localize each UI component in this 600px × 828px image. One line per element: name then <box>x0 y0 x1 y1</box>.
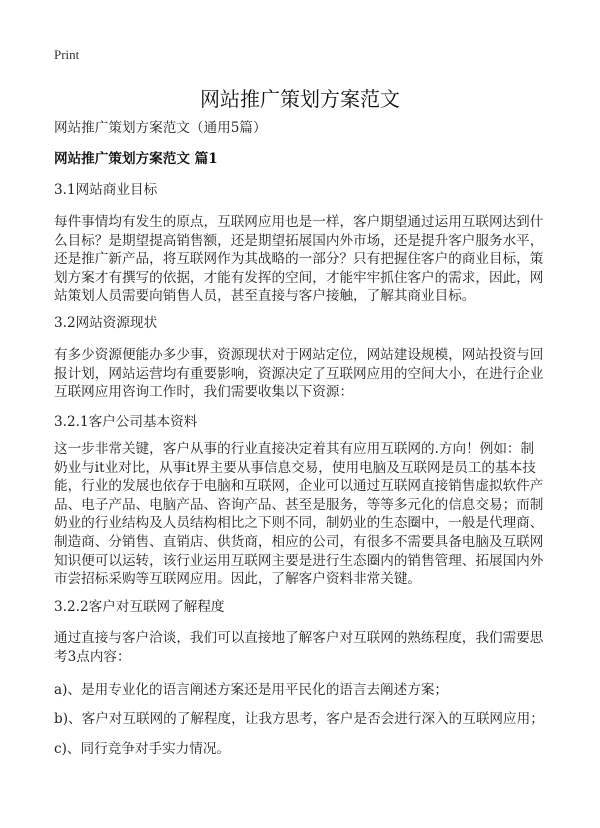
line: 制造商、分销售、直销店、供货商，相应的公司，有很多不需要具备电脑及互联网 <box>54 533 544 550</box>
document-subtitle: 网站推广策划方案范文（通用5篇） <box>54 120 267 136</box>
heading-3-2-1: 3.2.1客户公司基本资料 <box>54 414 198 430</box>
list-item-b: b)、客户对互联网的了解程度，让我方思考，客户是否会进行深入的互联网应用； <box>54 711 544 727</box>
line: 这一步非常关键，客户从事的行业直接决定着其有应用互联网的.方向！例如：制 <box>54 441 535 457</box>
paragraph-2 <box>54 346 554 402</box>
line: 么目标？是期望提高销售额，还是期望拓展国内外市场，还是提升客户服务水平， <box>54 232 544 249</box>
list-item-a: a)、是用专业化的语言阐述方案还是用平民化的语言去阐述方案； <box>54 682 449 698</box>
line: 品、电子产品、电脑产品、咨询产品、甚至是服务，等等多元化的信息交易；而制 <box>54 496 544 513</box>
line: 划方案才有撰写的依据，才能有发挥的空间，才能牢牢抓住客户的需求，因此，网 <box>54 269 544 286</box>
paragraph-3 <box>54 440 554 589</box>
line: 知识便可以运转，该行业运用互联网主要是进行生态圈内的销售管理、拓展国内外 <box>54 552 544 569</box>
line: 市尝招标采购等互联网应用。因此，了解客户资料非常关键。 <box>54 571 422 588</box>
line: 能，行业的发展也依存于电脑和互联网，企业可以通过互联网直接销售虚拟软件产 <box>54 478 544 495</box>
paragraph-1 <box>54 213 554 306</box>
line: 报计划，网站运营均有重要影响，资源决定了互联网应用的空间大小，在进行企业 <box>54 365 544 382</box>
list-item-c: c)、同行竞争对手实力情况。 <box>54 741 231 757</box>
print-link[interactable]: Print <box>54 47 80 62</box>
heading-3-1: 3.1网站商业目标 <box>54 182 158 198</box>
document-title: 网站推广策划方案范文 <box>200 87 400 111</box>
line: 有多少资源便能办多少事，资源现状对于网站定位，网站建设规模，网站投资与回 <box>54 347 544 363</box>
line: 奶业与it业对比，从事it界主要从事信息交易，使用电脑及互联网是员工的基本技 <box>54 459 536 476</box>
line: 互联网应用咨询工作时，我们需要收集以下资源： <box>54 384 354 401</box>
line: 奶业的行业结构及人员结构相比之下则不同，制奶业的生态圈中，一般是代理商、 <box>54 515 544 532</box>
heading-3-2: 3.2网站资源现状 <box>54 315 158 331</box>
line: 站策划人员需要向销售人员，甚至直接与客户接触，了解其商业目标。 <box>54 288 476 305</box>
paragraph-4 <box>54 629 554 666</box>
line: 通过直接与客户洽谈，我们可以直接地了解客户对互联网的熟练程度，我们需要思 <box>54 630 544 646</box>
line: 每件事情均有发生的原点，互联网应用也是一样，客户期望通过运用互联网达到什 <box>54 214 544 230</box>
section-heading: 网站推广策划方案范文 篇1 <box>54 151 218 167</box>
line: 考3点内容： <box>54 648 131 665</box>
heading-3-2-2: 3.2.2客户对互联网了解程度 <box>54 599 225 615</box>
line: 还是推广新产品，将互联网作为其战略的一部分？只有把握住客户的商业目标，策 <box>54 251 544 268</box>
